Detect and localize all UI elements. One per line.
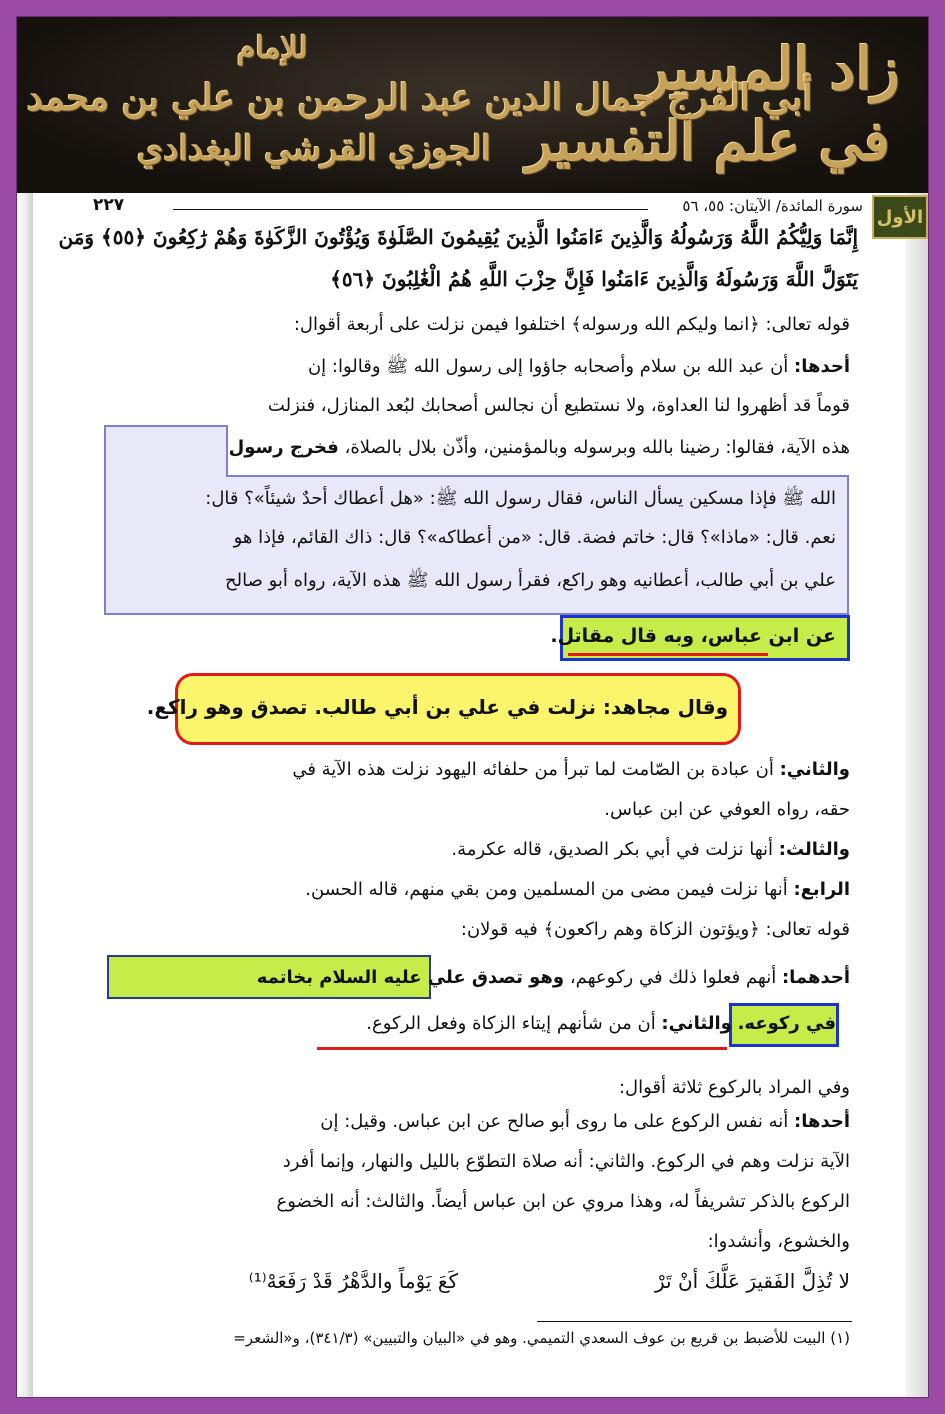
body-line: قوله تعالى: ﴿ويؤتون الزكاة وهم راكعون﴾ فيه قولان: (460, 919, 850, 940)
body-line (308, 355, 850, 381)
text: أنهم فعلوا ذلك في ركوعهم، (569, 967, 782, 988)
label: والثاني: (779, 759, 850, 780)
verse-line: يَتَوَلَّ اللَّهَ وَرَسُولَهُ وَالَّذِينَ ءَامَنُوا فَإِنَّ حِزْبَ اللَّهِ هُمُ الْغَٰلِبُونَ ﴿٥٦﴾ (330, 267, 858, 291)
body-line (292, 759, 850, 780)
label: أحدها: (794, 356, 850, 377)
body-line: الآية نزلت وهم في الركوع. والثاني: أنه صلاة التطوّع بالليل والنهار، وإنما أفرد (282, 1151, 850, 1172)
header-rule (173, 209, 648, 210)
highlighted-text: فخرج رسول (228, 437, 339, 458)
body-line: قوله تعالى: ﴿انما وليكم الله ورسوله﴾ اختلفوا فيمن نزلت على أربعة أقوال: (293, 314, 850, 335)
book-title: زاد المسير (641, 35, 900, 103)
body-line: حقه، رواه العوفي عن ابن عباس. (604, 799, 850, 820)
page-edge-left (17, 17, 33, 1397)
poem-hemistich-1: لا تُذِلَّ الفَقيرَ عَلَّكَ أنْ تَرْ (655, 1269, 850, 1293)
body-line (229, 437, 850, 458)
running-header (93, 197, 863, 217)
book-page (16, 16, 929, 1398)
highlighted-text: في ركوعه. (737, 1013, 836, 1034)
text: أنها نزلت في أبي بكر الصديق، قاله عكرمة. (451, 839, 779, 860)
highlight-box-tab (104, 425, 228, 477)
body-line (366, 1013, 836, 1034)
text: أن عبادة بن الصّامت لما تبرأ من حلفائه اليهود نزلت هذه الآية في (292, 759, 780, 780)
sura-reference: سورة المائدة/ الآيتان: ٥٥، ٥٦ (682, 197, 863, 215)
footnote-rule (537, 1321, 852, 1322)
body-line: وفي المراد بالركوع ثلاثة أقوال: (618, 1077, 850, 1098)
label: الرابع: (793, 879, 850, 900)
body-line (451, 839, 850, 860)
highlighted-text: وهو تصدق علي عليه السلام بخاتمه (256, 967, 565, 988)
poem-hemistich-2: كَعَ يَوْماً والدَّهْرُ قَدْ رَفَعَهْ⁽¹⁾ (248, 1269, 458, 1293)
body-line: نعم. قال: «ماذا»؟ قال: خاتم فضة. قال: «من أعطاكه»؟ قال: ذاك القائم، فإذا هو (233, 527, 836, 548)
red-underline (317, 1047, 727, 1050)
body-line: الله ﷺ فإذا مسكين يسأل الناس، فقال رسول الله ﷺ: «هل أعطاك أحدٌ شيئاً»؟ قال: (205, 488, 836, 509)
text: هذه الآية، فقالوا: رضينا بالله وبرسوله وبالمؤمنين، وأذّن بلال بالصلاة، (344, 437, 850, 458)
red-underline (568, 653, 768, 656)
body-line: والخشوع، وأنشدوا: (707, 1231, 850, 1252)
body-line (305, 879, 850, 900)
mujahid-text: وقال مجاهد: نزلت في علي بن أبي طالب. تصدق وهو راكع. (146, 695, 728, 719)
footnote: (١) البيت للأضبط بن قريع بن عوف السعدي التميمي. وهو في «البيان والتبيين» (٣٤١/٣)، و«الشعر= (233, 1329, 850, 1347)
text: أنه نفس الركوع على ما روى أبو صالح عن ابن عباس. وقيل: إن (320, 1111, 795, 1132)
author-nisba: الجوزي القرشي البغدادي (137, 129, 492, 169)
text: أن من شأنهم إيتاء الزكاة وفعل الركوع. (366, 1013, 662, 1034)
label: أحدها: (794, 1111, 850, 1132)
label: والثاني: (661, 1013, 732, 1034)
page-number: ٢٢٧ (93, 195, 125, 215)
label: أحدهما: (781, 967, 850, 988)
body-line: الركوع بالذكر تشريفاً له، وهذا مروي عن ابن عباس أيضاً. والثالث: أنه الخضوع (276, 1191, 850, 1212)
citation-text: عن ابن عباس، وبه قال مقاتل. (550, 625, 836, 647)
label: والثالث: (778, 839, 850, 860)
verse-line: إِنَّمَا وَلِيُّكُمُ اللَّهُ وَرَسُولُهُ وَالَّذِينَ ءَامَنُوا الَّذِينَ يُقِيمُونَ الصَّلَوٰةَ وَيُؤْتُونَ الزَّكَوٰةَ وَهُمْ رَٰكِعُونَ ﴿٥٥﴾ وَمَن (58, 225, 858, 249)
body-line (257, 967, 850, 988)
text: أن عبد الله بن سلام وأصحابه جاؤوا إلى رسول الله ﷺ وقالوا: إن (307, 356, 795, 377)
book-title-banner (17, 17, 929, 193)
author-name: أبي الفرج جمال الدين عبد الرحمن بن علي بن محمد (27, 77, 813, 119)
text: أنها نزلت فيمن مضى من المسلمين ومن بقي منهم، قاله الحسن. (305, 879, 794, 900)
volume-badge: الأول (872, 195, 928, 239)
author-prefix: للإمام (237, 31, 308, 66)
book-subtitle: في علم التفسير (526, 109, 890, 173)
body-line: قوماً قد أظهروا لنا العداوة، ولا نستطيع أن نجالس أصحابك لبُعد المنازل، فنزلت (267, 395, 850, 416)
body-line: علي بن أبي طالب، أعطانيه وهو راكع، فقرأ رسول الله ﷺ هذه الآية، رواه أبو صالح (225, 570, 836, 591)
body-line (320, 1111, 850, 1132)
